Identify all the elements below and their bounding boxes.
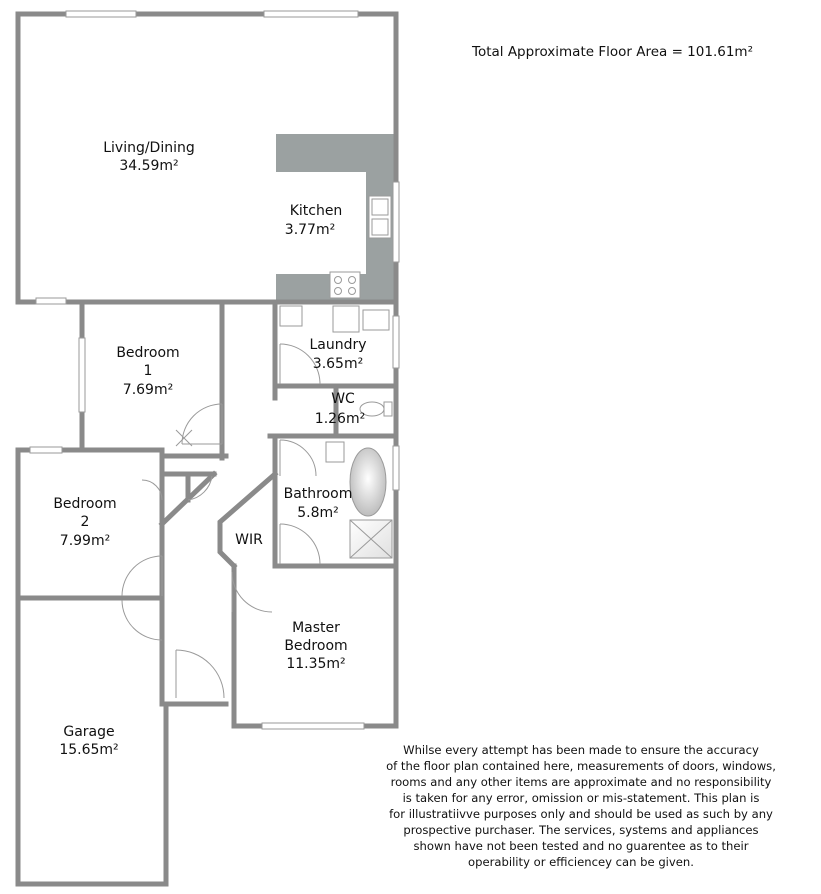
bedroom2-name: Bedroom <box>53 496 117 512</box>
garage-name: Garage <box>63 724 115 740</box>
total-floor-area: Total Approximate Floor Area = 101.61m² <box>472 44 753 60</box>
bedroom2-number: 2 <box>80 514 90 530</box>
bathroom-name: Bathroom <box>283 486 353 502</box>
living-dining-area: 34.59m² <box>119 158 179 174</box>
master-name-line2: Bedroom <box>284 638 348 654</box>
disclaimer-line: prospective purchaser. The services, systems and appliances <box>403 823 759 837</box>
laundry-area: 3.65m² <box>312 356 364 372</box>
laundry-tub-icon <box>363 310 389 330</box>
bedroom2-area: 7.99m² <box>59 533 111 549</box>
kitchen-area: 3.77m² <box>284 222 336 238</box>
disclaimer-line: is taken for any error, omission or mis-statement. This plan is <box>402 791 760 805</box>
living-dining-name: Living/Dining <box>103 140 195 156</box>
master-name-line1: Master <box>292 620 340 636</box>
bedroom1-number: 1 <box>143 363 153 379</box>
bedroom1-name: Bedroom <box>116 345 180 361</box>
bathroom-area: 5.8m² <box>297 505 339 521</box>
cooktop-icon <box>330 272 360 298</box>
wir-name: WIR <box>235 532 263 548</box>
laundry-name: Laundry <box>309 337 367 353</box>
disclaimer-line: Whilse every attempt has been made to ensure the accuracy <box>403 743 759 757</box>
disclaimer-line: operability or efficiencey can be given. <box>468 855 694 869</box>
bedroom1-area: 7.69m² <box>122 382 174 398</box>
disclaimer-line: shown have not been tested and no guarentee as to their <box>413 839 749 853</box>
bathtub-icon <box>350 448 386 516</box>
disclaimer-line: rooms and any other items are approximate and no responsibility <box>390 775 772 789</box>
wc-area: 1.26m² <box>314 411 366 427</box>
master-area: 11.35m² <box>286 656 346 672</box>
vanity-icon <box>326 442 344 462</box>
wc-name: WC <box>331 391 355 407</box>
kitchen-name: Kitchen <box>289 203 343 219</box>
garage-area: 15.65m² <box>59 742 119 758</box>
disclaimer-line: for illustratiivve purposes only and should be used as such by any <box>389 807 773 821</box>
disclaimer <box>348 742 814 870</box>
disclaimer-line: of the floor plan contained here, measurements of doors, windows, <box>386 759 776 773</box>
shower-icon <box>350 520 392 558</box>
